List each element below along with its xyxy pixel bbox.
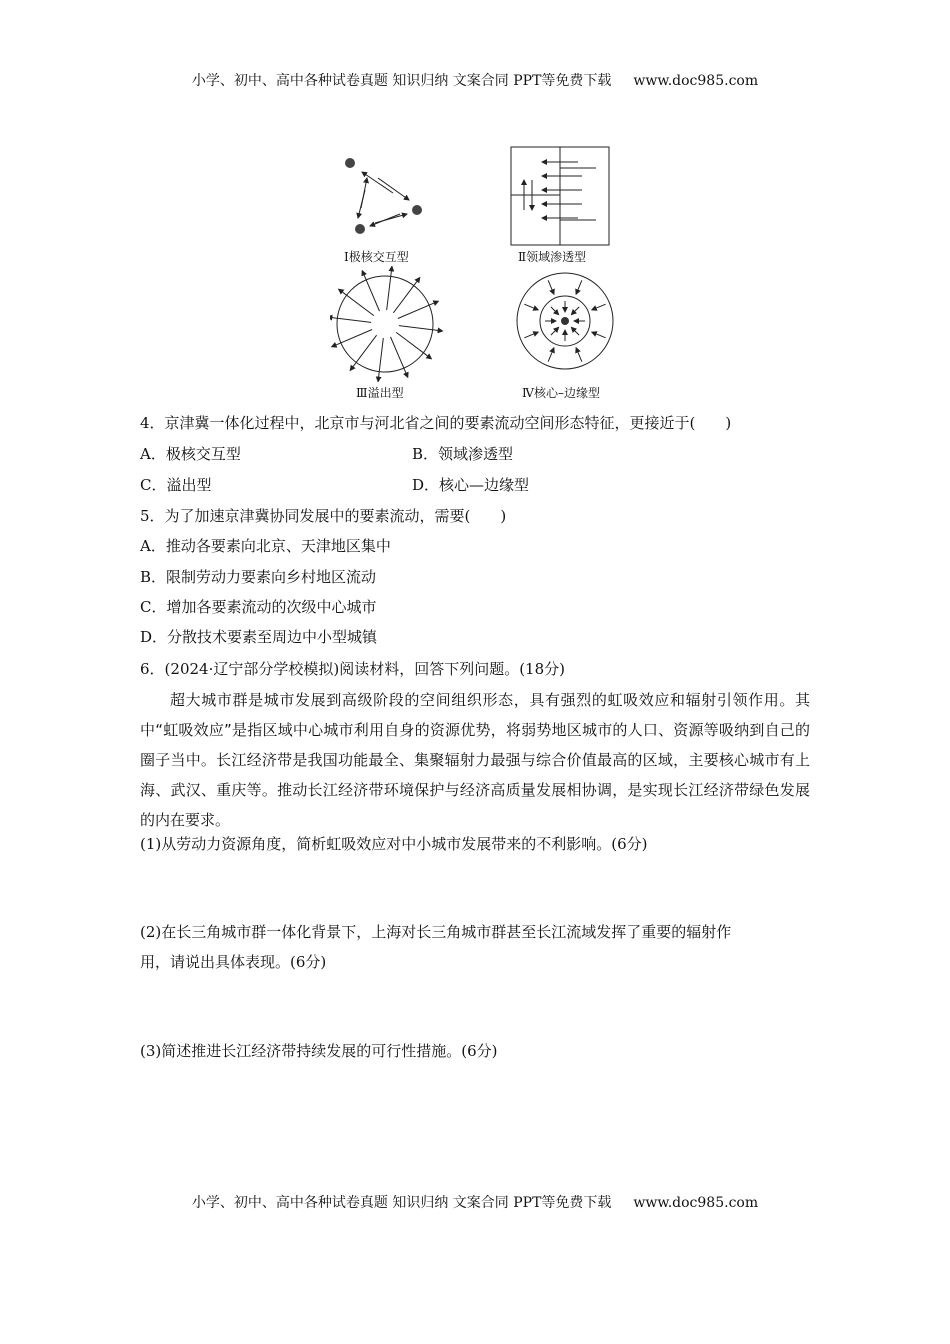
periphery-inflow-arrow [524,304,538,310]
periphery-inflow-arrow [592,304,606,310]
caption-spillover: Ⅲ溢出型 [356,386,404,400]
periphery-inflow-arrow [592,332,606,338]
footer-text: 小学、初中、高中各种试卷真题 知识归纳 文案合同 PPT等免费下载 [191,1195,612,1211]
spillover-arrow [399,326,443,331]
q6-sub2-line1: (2)在长三角城市群一体化背景下，上海对长三角城市群甚至长江流域发挥了重要的辐射作 [140,923,732,941]
periphery-inflow-arrow [576,280,582,294]
spillover-arrow [396,332,431,358]
page-footer [0,1192,950,1212]
periphery-inflow-arrow [524,332,538,338]
core-inflow-arrow [551,327,559,335]
q5-option-a: A．推动各要素向北京、天津地区集中 [140,537,391,555]
diagram-pole-core-interaction [345,158,422,234]
spillover-arrow [378,338,383,382]
q6-material: 超大城市群是城市发展到高级阶段的空间组织形态，具有强烈的虹吸效应和辐射引领作用。其中“虹吸效应”是指区域中心城市利用自身的资源优势，将弱势地区城市的人口、资源等吸纳到自己的圈子当中。长江经济带是我国功能最全、集聚辐射力最强与综合价值最高的区域，主要核心城市有上海、武汉、重庆等。推动长江经济带环境保护与经济高质量发展相协调，是实现长江经济带绿色发展的内在要求。 [140,691,810,829]
footer-url[interactable]: www.doc985.com [633,1195,759,1211]
q4-option-d: D．核心—边缘型 [412,476,530,494]
q5-option-c: C．增加各要素流动的次级中心城市 [140,598,377,616]
diagram-core-periphery [517,273,613,369]
spillover-arrow [330,317,371,322]
q5-stem: 5．为了加速京津冀协同发展中的要素流动，需要( ) [140,507,507,525]
diagram-spillover [330,266,443,381]
q4-stem: 4．京津冀一体化过程中，北京市与河北省之间的要素流动空间形态特征，更接近于( ) [140,414,732,432]
diagram-domain-penetration [511,147,609,245]
q6-sub1: (1)从劳动力资源角度，简析虹吸效应对中小城市发展带来的不利影响。(6分) [140,835,648,853]
q4-option-b: B．领域渗透型 [412,445,514,463]
caption-pole-core: Ⅰ极核交互型 [344,250,409,264]
periphery-inflow-arrow [548,348,554,362]
spillover-arrow [350,335,376,370]
flow-pattern-diagrams [330,138,630,400]
q4-option-c: C．溢出型 [140,476,212,494]
q5-option-b: B．限制劳动力要素向乡村地区流动 [140,568,377,586]
spillover-arrow [387,266,392,310]
q6-sub2-line2: 用，请说出具体表现。(6分) [140,953,327,971]
page-header [0,70,950,90]
q5-option-d: D．分散技术要素至周边中小型城镇 [140,628,378,646]
core-inflow-arrow [571,307,579,315]
spillover-arrow [393,278,419,313]
header-text: 小学、初中、高中各种试卷真题 知识归纳 文案合同 PPT等免费下载 [191,73,612,89]
core-inflow-arrow [551,307,559,315]
q6-sub3: (3)简述推进长江经济带持续发展的可行性措施。(6分) [140,1042,498,1060]
header-url[interactable]: www.doc985.com [633,73,759,89]
spillover-arrow [339,289,374,315]
flow-pattern-figure [330,138,630,400]
q6-stem: 6．(2024·辽宁部分学校模拟)阅读材料，回答下列问题。(18分) [140,660,565,678]
core-inflow-arrow [571,327,579,335]
caption-domain-penetration: Ⅱ领域渗透型 [518,250,587,264]
periphery-inflow-arrow [548,280,554,294]
q4-option-a: A．极核交互型 [140,445,241,463]
caption-core-periphery: Ⅳ核心–边缘型 [522,386,600,400]
periphery-inflow-arrow [576,348,582,362]
